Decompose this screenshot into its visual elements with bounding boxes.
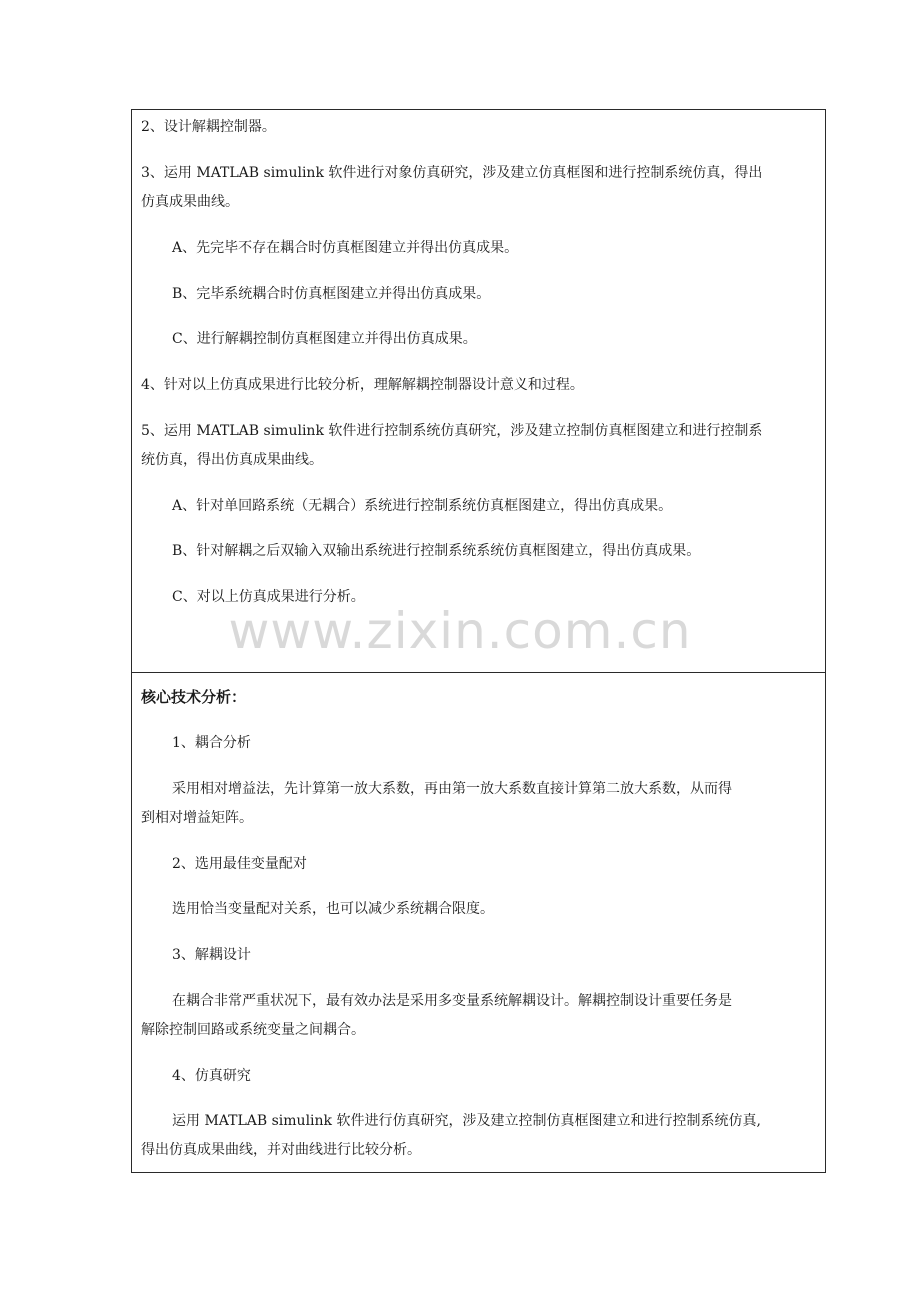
- step-2-text: 2、设计解耦控制器。: [141, 119, 276, 135]
- step-5c-text: C、对以上仿真成果进行分析。: [172, 589, 365, 605]
- item-2-body-line1: 选用恰当变量配对关系，也可以减少系统耦合限度。: [172, 901, 494, 917]
- item-4-body-line2: 得出仿真成果曲线，并对曲线进行比较分析。: [141, 1142, 421, 1158]
- item-3-body-line2: 解除控制回路或系统变量之间耦合。: [141, 1022, 365, 1038]
- item-1-body-line1: 采用相对增益法，先计算第一放大系数，再由第一放大系数直接计算第二放大系数，从而得: [172, 781, 732, 797]
- section-heading: 核心技术分析：: [141, 688, 247, 706]
- step-5-text-line2: 统仿真，得出仿真成果曲线。: [141, 452, 323, 468]
- item-3-title: 3、解耦设计: [172, 947, 251, 963]
- item-4-title: 4、仿真研究: [172, 1068, 251, 1084]
- content-table: [131, 109, 826, 1173]
- step-4-text: 4、针对以上仿真成果进行比较分析，理解解耦控制器设计意义和过程。: [141, 377, 584, 393]
- step-5b-text: B、针对解耦之后双输入双输出系统进行控制系统系统仿真框图建立，得出仿真成果。: [172, 543, 701, 559]
- item-4-body-line1: 运用 MATLAB simulink 软件进行仿真研究，涉及建立控制仿真框图建立和进行控制系统仿真,: [172, 1113, 761, 1129]
- core-analysis-cell: [132, 673, 825, 1172]
- item-3-body-line1: 在耦合非常严重状况下，最有效办法是采用多变量系统解耦设计。解耦控制设计重要任务是: [172, 993, 732, 1009]
- item-2-title: 2、选用最佳变量配对: [172, 856, 307, 872]
- step-3-text-line1: 3、运用 MATLAB simulink 软件进行对象仿真研究，涉及建立仿真框图和进行控制系统仿真，得出: [141, 165, 763, 181]
- step-5a-text: A、针对单回路系统（无耦合）系统进行控制系统仿真框图建立，得出仿真成果。: [172, 498, 673, 514]
- task-steps-cell: [132, 110, 825, 673]
- step-3b-text: B、完毕系统耦合时仿真框图建立并得出仿真成果。: [172, 286, 491, 302]
- step-3c-text: C、进行解耦控制仿真框图建立并得出仿真成果。: [172, 331, 477, 347]
- watermark-text: www.zixin.com.cn: [228, 602, 692, 660]
- step-5-text-line1: 5、运用 MATLAB simulink 软件进行控制系统仿真研究，涉及建立控制仿真框图建立和进行控制系: [141, 423, 763, 439]
- step-3a-text: A、先完毕不存在耦合时仿真框图建立并得出仿真成果。: [172, 240, 519, 256]
- item-1-body-line2: 到相对增益矩阵。: [141, 810, 253, 826]
- step-3-text-line2: 仿真成果曲线。: [141, 194, 239, 210]
- item-1-title: 1、耦合分析: [172, 735, 251, 751]
